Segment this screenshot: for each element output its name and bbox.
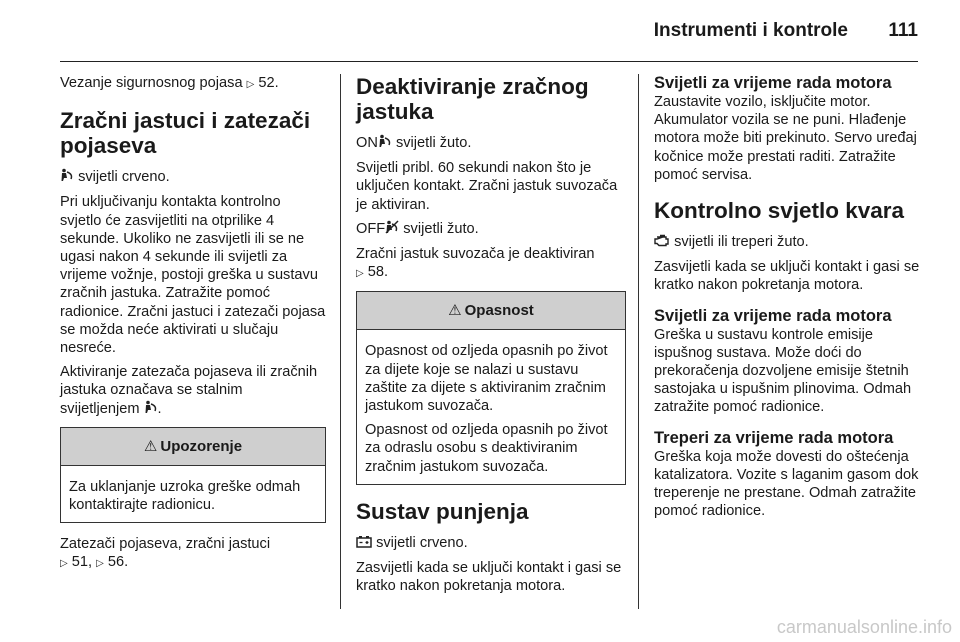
- page-title: Instrumenti i kontrole: [653, 20, 848, 41]
- airbag-paragraph-2: Aktiviranje zatezača pojaseva ili zračnih jastuka označava se stalnim svijetljenjem .: [60, 363, 326, 419]
- warning-box: [60, 427, 326, 523]
- danger-box-header: ⚠ Opasnost: [357, 292, 625, 330]
- section-heading-deactivation: Deaktiviranje zračnog jastuka: [356, 74, 589, 124]
- reference-arrow-icon: ▷: [96, 558, 104, 570]
- on-paragraph: Svijetli pribl. 60 sekundi nakon što je uključen kontakt. Zračni jastuk suvozača je aktiviran.: [356, 160, 618, 213]
- lit-paragraph: Greška u sustavu kontrole emisije ispušnog sustava. Može doći do prekoračenja dozvoljene emisije štetnih sastojaka u ispušnim plinovima. Odmah zatražite pomoć radionice.: [654, 326, 912, 416]
- section-heading-airbags: Zračni jastuci i zatezači pojaseva: [60, 108, 311, 159]
- on-light-line: ON svijetli žuto.: [356, 134, 626, 153]
- airbag-warning-icon: [60, 168, 74, 187]
- column-divider: [638, 74, 639, 609]
- page-header: [0, 0, 960, 62]
- off-paragraph: Zračni jastuk suvozača je deaktiviran ▷ 58.: [356, 246, 595, 281]
- subheading-engine-running: Svijetli za vrijeme rada motora: [654, 74, 892, 92]
- charging-paragraph: Zasvijetli kada se uključi kontakt i gasi se kratko nakon pokretanja motora.: [356, 560, 622, 595]
- flash-paragraph: Greška koja može dovesti do oštećenja katalizatora. Vozite s laganim gasom dok treperenje ne prestane. Odmah zatražite pomoć radionice.: [654, 448, 919, 520]
- intro-page-ref: 52.: [258, 75, 279, 91]
- airbag-paragraph-1: Pri uključivanju kontakta kontrolno svjetlo će zasvijetliti na otprilike 4 sekunde. Ukoliko ne zasvijetli ili se ne ugasi nakon 4 sekunde ili svijetli za vrijeme vožnje, postoji greška u sustavu zračnih jastuka. Zatražite pomoć radionice. Zračni jastuci i zatezači pojasa se možda neće aktivirati u slučaju nesreće.: [60, 194, 326, 357]
- column-3: [654, 74, 924, 526]
- subheading-flash: Treperi za vrijeme rada motora: [654, 428, 894, 447]
- reference-arrow-icon: ▷: [60, 558, 68, 570]
- cross-reference: Zatezači pojaseva, zračni jastuci ▷ 51, ▷ 56.: [60, 536, 271, 571]
- reference-arrow-icon: ▷: [356, 268, 364, 280]
- warning-box-body: Za uklanjanje uzroka greške odmah kontaktirajte radionicu.: [69, 478, 301, 514]
- reference-arrow-icon: ▷: [246, 79, 255, 90]
- danger-box-body: Opasnost od ozljeda opasnih po život za dijete koje se nalazi u sustavu zaštite za dijete s aktiviranim zračnim jastukom suvozača. Opasnost od ozljeda opasnih po život za odraslu osobu s deaktiviranim zračnim jastukom suvozača.: [365, 343, 608, 475]
- watermark: carmanualsonline.info: [776, 617, 952, 637]
- malfunction-paragraph: Zasvijetli kada se uključi kontakt i gasi se kratko nakon pokretanja motora.: [654, 259, 920, 294]
- header-rule: [60, 61, 918, 62]
- charging-light-line: svijetli crveno.: [356, 534, 626, 553]
- battery-icon: [356, 535, 372, 553]
- airbag-light-line: svijetli crveno.: [60, 168, 326, 187]
- warning-box-header: ⚠ Upozorenje: [61, 428, 325, 466]
- danger-box: [356, 291, 626, 484]
- column-divider: [340, 74, 341, 609]
- warning-triangle-icon: ⚠: [448, 302, 462, 320]
- airbag-warning-icon: [144, 400, 158, 419]
- passenger-airbag-on-icon: [378, 134, 392, 153]
- column-2: [356, 74, 626, 601]
- section-heading-malfunction: Kontrolno svjetlo kvara: [654, 198, 905, 224]
- passenger-airbag-off-icon: [385, 220, 399, 239]
- subheading-lit: Svijetli za vrijeme rada motora: [654, 306, 892, 325]
- engine-check-icon: [654, 234, 670, 252]
- page-number: 111: [888, 20, 918, 41]
- malfunction-light-line: svijetli ili treperi žuto.: [654, 233, 924, 252]
- engine-running-paragraph: Zaustavite vozilo, isključite motor. Akumulator vozila se ne puni. Hlađenje motora može biti prekinuto. Servo uređaj kočnice može prestati raditi. Zatražite pomoć servisa.: [654, 94, 917, 183]
- off-light-line: OFF svijetli žuto.: [356, 220, 626, 239]
- intro-paragraph: Vezanje sigurnosnog pojasa ▷ 52.: [60, 75, 279, 91]
- column-1: [60, 74, 326, 580]
- warning-triangle-icon: ⚠: [143, 437, 158, 455]
- section-heading-charging: Sustav punjenja: [356, 498, 529, 524]
